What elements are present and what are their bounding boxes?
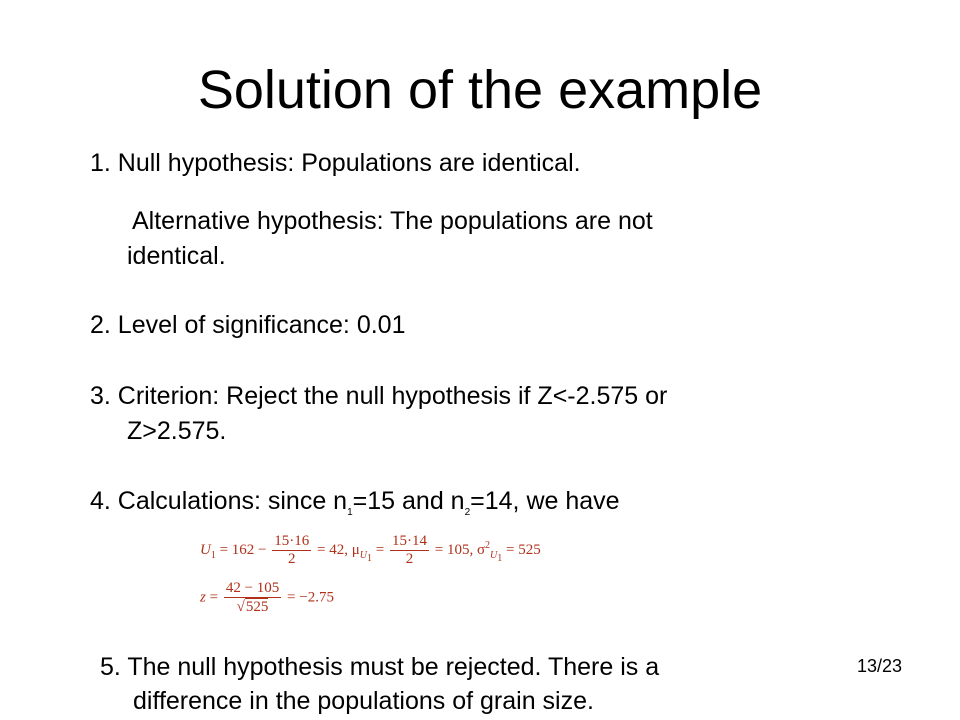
formula2-frac-den: √525 (236, 599, 269, 615)
formula-z (200, 580, 334, 616)
calc-prefix: 4. Calculations: since n (90, 487, 348, 515)
calc-n1-sub: 1 (347, 507, 353, 518)
formula2-eq2: = −2.75 (287, 589, 334, 606)
formula-eq3: = (375, 541, 385, 558)
formula-frac1-num: 15·16 (274, 533, 310, 549)
null-hypothesis-text: 1. Null hypothesis: Populations are identical. (90, 149, 581, 177)
formula-u1-mu-sigma (200, 533, 541, 568)
formula-frac2-num: 15·14 (391, 533, 427, 549)
formula-eq5: = 525 (506, 541, 541, 558)
formula-eq1: = 162 − (219, 541, 267, 558)
formula2-eq1: = (209, 589, 219, 606)
alt-hypothesis-line2: identical. (127, 242, 226, 270)
formula-frac2-den: 2 (405, 551, 414, 567)
slide-title: Solution of the example (197, 60, 763, 120)
conclusion-line1: 5. The null hypothesis must be rejected. There is a (100, 653, 660, 681)
formula-sigma-sup: 2 (485, 539, 491, 551)
formula-u: U (200, 541, 211, 558)
calc-mid: =15 and n (352, 487, 465, 515)
significance-text: 2. Level of significance: 0.01 (90, 311, 406, 339)
conclusion-line2: difference in the populations of grain size. (133, 687, 594, 715)
formula-sigma-sub: U1 (490, 549, 503, 564)
formula-u-sub: 1 (210, 549, 216, 561)
alt-hypothesis-line1: Alternative hypothesis: The populations are not (132, 207, 653, 235)
formula2-frac-num: 42 − 105 (225, 580, 280, 596)
calc-n2-sub: 2 (464, 507, 471, 518)
formula-frac1-den: 2 (288, 551, 296, 567)
formula-eq4: = 105, σ (434, 541, 486, 558)
formula2-sqrt: 525 (245, 599, 269, 615)
formula-mu-sub: U1 (359, 549, 373, 564)
page-number: 13/23 (857, 656, 903, 676)
calculations-text (90, 485, 620, 529)
calc-suffix: =14, we have (470, 487, 620, 515)
formula2-frac (224, 580, 281, 616)
criterion-line2: Z>2.575. (127, 417, 227, 445)
formula-frac2 (390, 533, 429, 568)
criterion-line1: 3. Criterion: Reject the null hypothesis if Z<-2.575 or (90, 382, 668, 410)
formula2-z: z (200, 589, 206, 606)
formula-frac1 (272, 533, 311, 568)
formula-eq2: = 42, μ (317, 541, 360, 558)
